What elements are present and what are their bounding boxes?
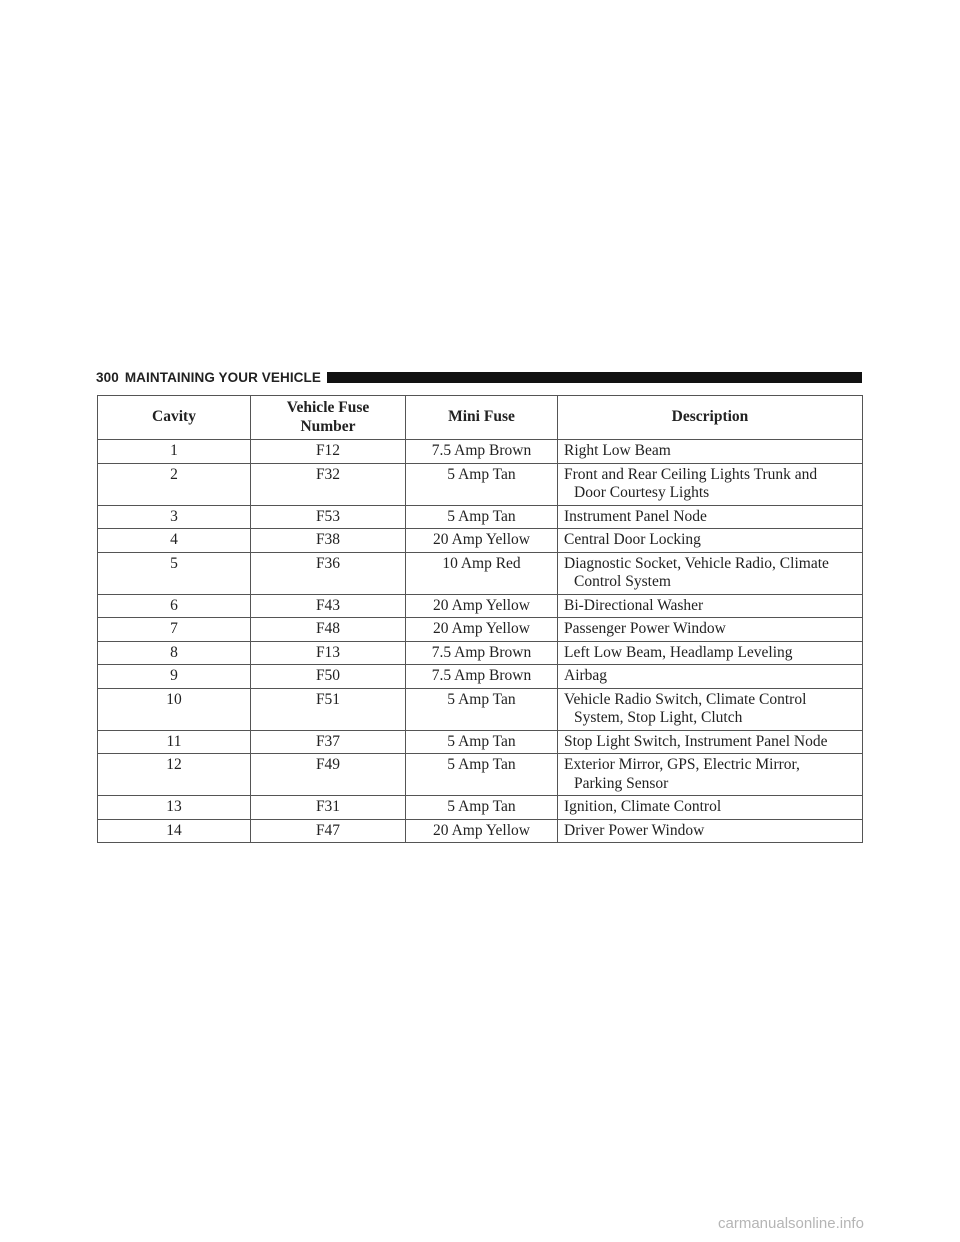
cell-cavity: 8: [98, 641, 251, 665]
cell-description: [558, 754, 863, 796]
page-header: [96, 368, 862, 386]
table-body: [98, 440, 863, 843]
cell-cavity: 13: [98, 796, 251, 820]
cell-vehicle-fuse-number: F48: [251, 618, 406, 642]
table-row: [98, 552, 863, 594]
table-row: [98, 730, 863, 754]
cell-cavity: 2: [98, 463, 251, 505]
cell-vehicle-fuse-number: F53: [251, 505, 406, 529]
header-mini-fuse: Mini Fuse: [406, 396, 558, 440]
description-line1: Front and Rear Ceiling Lights Trunk and: [564, 465, 818, 483]
table-header-row: [98, 396, 863, 440]
table-row: [98, 618, 863, 642]
cell-mini-fuse: 5 Amp Tan: [406, 688, 558, 730]
cell-vehicle-fuse-number: F51: [251, 688, 406, 730]
description-line1: Stop Light Switch, Instrument Panel Node: [564, 732, 828, 750]
cell-mini-fuse: 10 Amp Red: [406, 552, 558, 594]
cell-description: [558, 665, 863, 689]
cell-description: [558, 463, 863, 505]
cell-description: [558, 730, 863, 754]
cell-cavity: 4: [98, 529, 251, 553]
description-line1: Bi-Directional Washer: [564, 596, 704, 614]
cell-mini-fuse: 5 Amp Tan: [406, 796, 558, 820]
description-line1: Exterior Mirror, GPS, Electric Mirror,: [564, 756, 800, 773]
table-row: [98, 819, 863, 843]
cell-mini-fuse: 20 Amp Yellow: [406, 819, 558, 843]
description-line1: Left Low Beam, Headlamp Leveling: [564, 643, 793, 661]
cell-description: [558, 440, 863, 464]
cell-vehicle-fuse-number: F49: [251, 754, 406, 796]
cell-cavity: 6: [98, 594, 251, 618]
cell-mini-fuse: 7.5 Amp Brown: [406, 641, 558, 665]
description-line2: Control System: [574, 573, 671, 590]
header-vehicle-fuse-line2: Number: [300, 417, 356, 435]
description-line1: Diagnostic Socket, Vehicle Radio, Climate: [564, 554, 829, 572]
cell-mini-fuse: 20 Amp Yellow: [406, 594, 558, 618]
fuse-table: [97, 395, 863, 843]
cell-vehicle-fuse-number: F36: [251, 552, 406, 594]
description-line2: Parking Sensor: [574, 774, 669, 792]
cell-mini-fuse: 5 Amp Tan: [406, 730, 558, 754]
cell-description: [558, 641, 863, 665]
cell-cavity: 11: [98, 730, 251, 754]
cell-vehicle-fuse-number: F31: [251, 796, 406, 820]
cell-description: [558, 505, 863, 529]
table-row: [98, 440, 863, 464]
description-line1: Central Door Locking: [564, 531, 701, 548]
description-line2: Door Courtesy Lights: [574, 484, 710, 501]
cell-vehicle-fuse-number: F32: [251, 463, 406, 505]
description-line1: Instrument Panel Node: [564, 507, 707, 525]
cell-vehicle-fuse-number: F12: [251, 440, 406, 464]
description-line1: Airbag: [564, 667, 608, 684]
cell-description: [558, 552, 863, 594]
cell-description: [558, 796, 863, 820]
cell-cavity: 12: [98, 754, 251, 796]
cell-description: [558, 594, 863, 618]
description-line1: Passenger Power Window: [564, 620, 726, 637]
cell-vehicle-fuse-number: F38: [251, 529, 406, 553]
table-row: [98, 463, 863, 505]
table-row: [98, 641, 863, 665]
header-rule: [327, 372, 862, 383]
header-cavity: Cavity: [98, 396, 251, 440]
header-vehicle-fuse-number: [251, 396, 406, 440]
cell-vehicle-fuse-number: F50: [251, 665, 406, 689]
description-line1: Driver Power Window: [564, 821, 705, 839]
cell-vehicle-fuse-number: F37: [251, 730, 406, 754]
table-row: [98, 688, 863, 730]
table-row: [98, 754, 863, 796]
cell-vehicle-fuse-number: F13: [251, 641, 406, 665]
table-row: [98, 796, 863, 820]
cell-mini-fuse: 5 Amp Tan: [406, 505, 558, 529]
cell-mini-fuse: 20 Amp Yellow: [406, 529, 558, 553]
cell-cavity: 9: [98, 665, 251, 689]
description-line1: Ignition, Climate Control: [564, 798, 722, 815]
cell-mini-fuse: 7.5 Amp Brown: [406, 665, 558, 689]
cell-cavity: 10: [98, 688, 251, 730]
cell-description: [558, 688, 863, 730]
cell-mini-fuse: 5 Amp Tan: [406, 754, 558, 796]
description-line1: Right Low Beam: [564, 442, 671, 459]
description-line1: Vehicle Radio Switch, Climate Control: [564, 690, 807, 708]
cell-cavity: 5: [98, 552, 251, 594]
description-line2: System, Stop Light, Clutch: [574, 709, 743, 726]
page-number: 300: [96, 369, 119, 385]
watermark: carmanualsonline.info: [718, 1215, 864, 1232]
cell-vehicle-fuse-number: F47: [251, 819, 406, 843]
cell-cavity: 3: [98, 505, 251, 529]
cell-mini-fuse: 7.5 Amp Brown: [406, 440, 558, 464]
cell-mini-fuse: 5 Amp Tan: [406, 463, 558, 505]
cell-cavity: 1: [98, 440, 251, 464]
section-title: MAINTAINING YOUR VEHICLE: [124, 369, 321, 385]
cell-description: [558, 529, 863, 553]
cell-description: [558, 618, 863, 642]
header-vehicle-fuse-line1: Vehicle Fuse: [286, 399, 370, 416]
cell-vehicle-fuse-number: F43: [251, 594, 406, 618]
table-row: [98, 594, 863, 618]
table-row: [98, 665, 863, 689]
cell-cavity: 7: [98, 618, 251, 642]
table-row: [98, 529, 863, 553]
header-description: Description: [558, 396, 863, 440]
table-row: [98, 505, 863, 529]
cell-mini-fuse: 20 Amp Yellow: [406, 618, 558, 642]
cell-cavity: 14: [98, 819, 251, 843]
cell-description: [558, 819, 863, 843]
